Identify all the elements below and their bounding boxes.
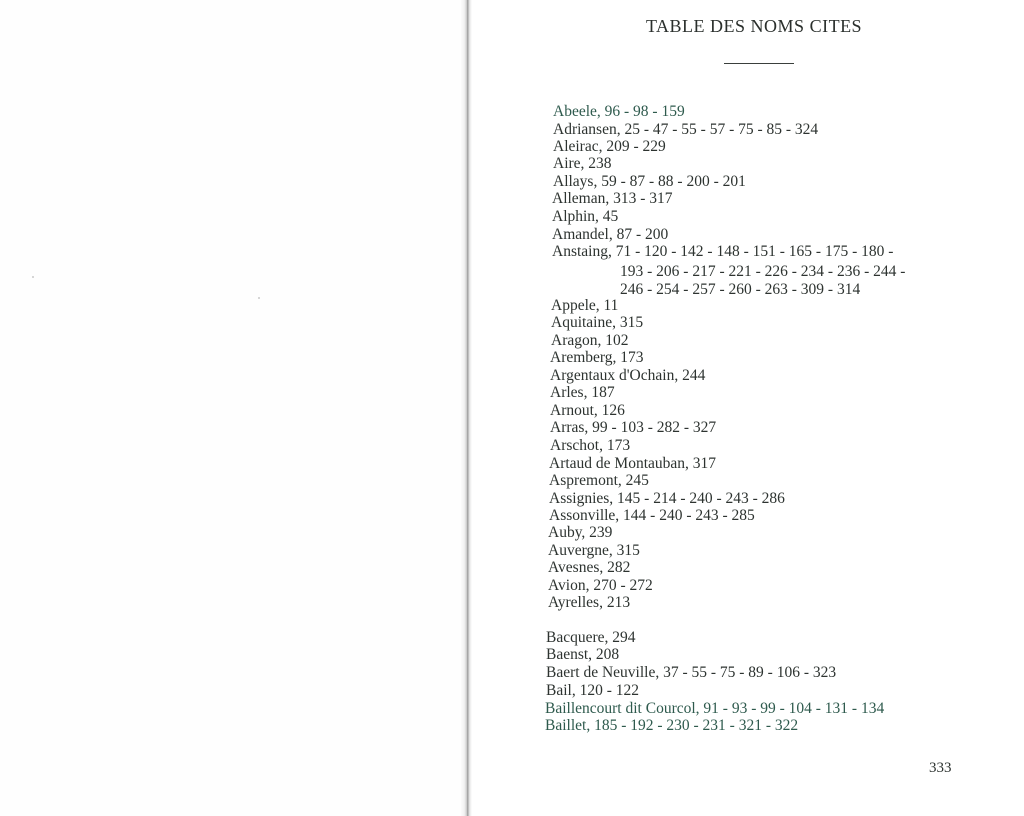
index-entry-amandel: Amandel, 87 - 200	[552, 226, 669, 243]
index-entry-aremberg: Aremberg, 173	[550, 349, 644, 366]
page-number: 333	[929, 760, 952, 776]
index-entry-auby: Auby, 239	[548, 524, 613, 541]
index-entry-anstaing-cont-2: 246 - 254 - 257 - 260 - 263 - 309 - 314	[620, 281, 861, 298]
index-entry-alphin: Alphin, 45	[552, 208, 619, 225]
index-entry-aspremont: Aspremont, 245	[549, 472, 649, 489]
page-title: TABLE DES NOMS CITES	[646, 16, 863, 36]
index-entry-anstaing-cont-1: 193 - 206 - 217 - 221 - 226 - 234 - 236 - 244 -	[620, 263, 906, 280]
paper-speck	[32, 276, 34, 278]
index-entry-aragon: Aragon, 102	[551, 332, 629, 349]
index-entry-aquitaine: Aquitaine, 315	[551, 314, 644, 331]
index-entry-auvergne: Auvergne, 315	[548, 542, 640, 559]
index-entry-bacquere: Bacquere, 294	[546, 629, 636, 646]
index-entry-assignies: Assignies, 145 - 214 - 240 - 243 - 286	[549, 490, 785, 507]
index-entry-argentaux: Argentaux d'Ochain, 244	[550, 367, 706, 384]
index-entry-aire: Aire, 238	[553, 155, 612, 172]
index-entry-adriansen: Adriansen, 25 - 47 - 55 - 57 - 75 - 85 - 324	[553, 121, 819, 138]
index-entry-anstaing: Anstaing, 71 - 120 - 142 - 148 - 151 - 165 - 175 - 180 -	[552, 243, 894, 260]
index-entry-bail: Bail, 120 - 122	[546, 682, 639, 699]
index-entry-allays: Allays, 59 - 87 - 88 - 200 - 201	[553, 173, 746, 190]
index-entry-baillet: Baillet, 185 - 192 - 230 - 231 - 321 - 322	[545, 717, 799, 734]
index-entry-arschot: Arschot, 173	[550, 437, 631, 454]
index-entry-arras: Arras, 99 - 103 - 282 - 327	[550, 419, 717, 436]
index-entry-baillencourt: Baillencourt dit Courcol, 91 - 93 - 99 - 104 - 131 - 134	[545, 700, 885, 717]
index-entry-appele: Appele, 11	[551, 297, 619, 314]
index-entry-aleirac: Aleirac, 209 - 229	[553, 138, 666, 155]
index-entry-abeele: Abeele, 96 - 98 - 159	[553, 103, 685, 120]
index-entry-arles: Arles, 187	[550, 384, 615, 401]
index-entry-arnout: Arnout, 126	[550, 402, 625, 419]
index-entry-assonville: Assonville, 144 - 240 - 243 - 285	[549, 507, 755, 524]
index-entry-baert: Baert de Neuville, 37 - 55 - 75 - 89 - 106 - 323	[546, 664, 837, 681]
paper-speck	[258, 297, 260, 299]
index-entry-avesnes: Avesnes, 282	[548, 559, 631, 576]
index-entry-ayrelles: Ayrelles, 213	[548, 594, 631, 611]
index-entry-artaud: Artaud de Montauban, 317	[549, 455, 717, 472]
index-entry-avion: Avion, 270 - 272	[548, 577, 653, 594]
index-entry-baenst: Baenst, 208	[546, 646, 620, 663]
index-entry-alleman: Alleman, 313 - 317	[552, 190, 673, 207]
